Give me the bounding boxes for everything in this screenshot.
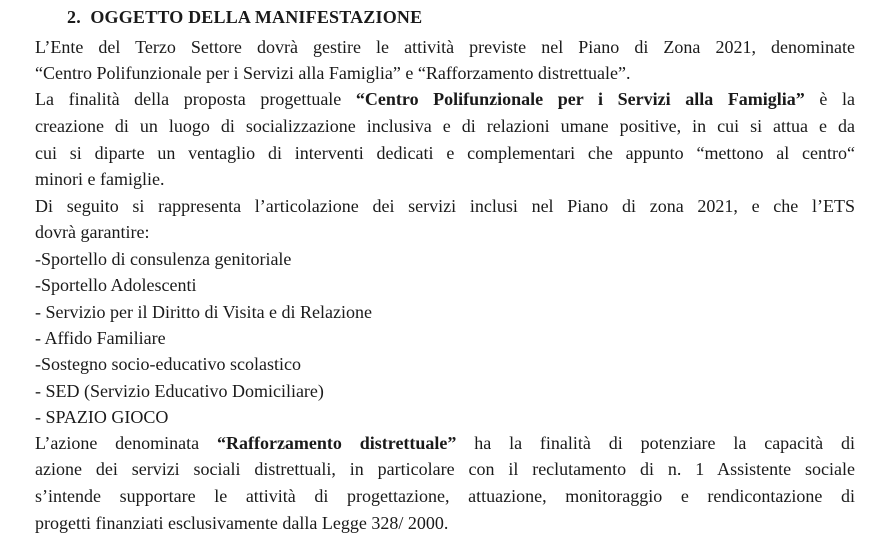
paragraph4-line4: progetti finanziati esclusivamente dalla Legge 328/ 2000. bbox=[35, 513, 449, 533]
paragraph3-line2: dovrà garantire: bbox=[35, 222, 150, 242]
project-name-bold: “Centro Polifunzionale per i Servizi alla Famiglia” bbox=[355, 89, 805, 109]
list-item: -Sostegno socio-educativo scolastico bbox=[35, 354, 301, 374]
list-item: -Sportello di consulenza genitoriale bbox=[35, 249, 292, 269]
paragraph4-line3: s’intende supportare le attività di progettazione, attuazione, monitoraggio e rendicontazione di bbox=[35, 486, 855, 506]
list-item: - Affido Familiare bbox=[35, 328, 166, 348]
list-item: - Servizio per il Diritto di Visita e di Relazione bbox=[35, 302, 373, 322]
paragraph4-line1 bbox=[35, 430, 855, 456]
paragraph2-text-post: è la bbox=[804, 89, 855, 109]
paragraph3-line1: Di seguito si rappresenta l’articolazione dei servizi inclusi nel Piano di zona 2021, e che l’ETS bbox=[35, 196, 855, 216]
section-heading bbox=[67, 4, 422, 30]
paragraph4-text-post: ha la finalità di potenziare la capacità di bbox=[456, 433, 855, 453]
paragraph2-line2: creazione di un luogo di socializzazione inclusiva e di relazioni umane positive, in cui si attua e da bbox=[35, 116, 855, 136]
list-item: - SPAZIO GIOCO bbox=[35, 407, 169, 427]
paragraph4-text-pre: L’azione denominata bbox=[35, 433, 217, 453]
paragraph1-line2: “Centro Polifunzionale per i Servizi alla Famiglia” e “Rafforzamento distrettuale”. bbox=[35, 63, 631, 83]
paragraph1-line1: L’Ente del Terzo Settore dovrà gestire le attività previste nel Piano di Zona 2021, denominate bbox=[35, 37, 855, 57]
paragraph2-line3: cui si diparte un ventaglio di interventi dedicati e complementari che appunto “mettono al centro“ bbox=[35, 143, 855, 163]
action-name-bold: “Rafforzamento distrettuale” bbox=[216, 433, 457, 453]
paragraph4-line2: azione dei servizi sociali distrettuali, in particolare con il reclutamento di n. 1 Assistente sociale bbox=[35, 459, 855, 479]
section-title: OGGETTO DELLA MANIFESTAZIONE bbox=[90, 7, 423, 27]
paragraph2-line1 bbox=[35, 86, 855, 112]
section-number: 2. bbox=[67, 7, 81, 27]
paragraph2-line4: minori e famiglie. bbox=[35, 169, 165, 189]
paragraph2-text-pre: La finalità della proposta progettuale bbox=[35, 89, 356, 109]
list-item: -Sportello Adolescenti bbox=[35, 275, 197, 295]
list-item: - SED (Servizio Educativo Domiciliare) bbox=[35, 381, 324, 401]
